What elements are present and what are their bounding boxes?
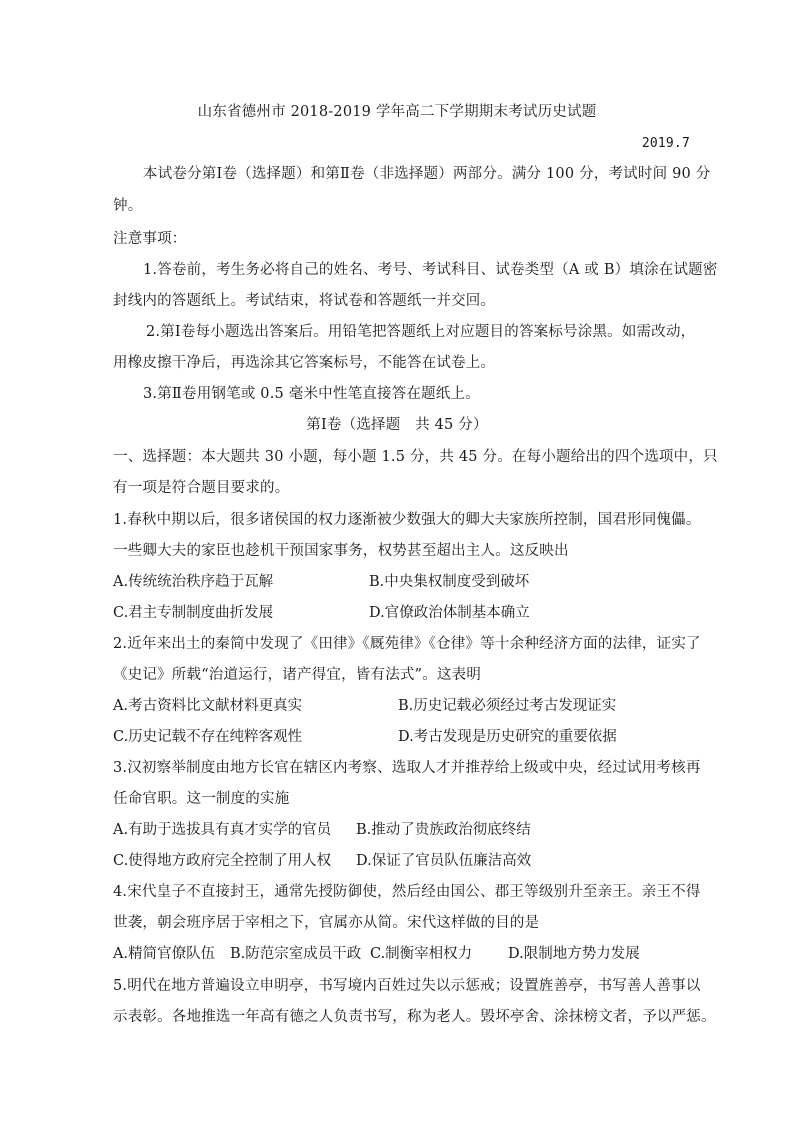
q4-option-b[interactable]: B.防范宗室成员干政 bbox=[230, 946, 362, 962]
q2-option-b[interactable]: B.历史记载必须经过考古发现证实 bbox=[398, 698, 617, 714]
notes-heading: 注意事项： bbox=[113, 231, 187, 247]
q4-option-d[interactable]: D.限制地方势力发展 bbox=[508, 946, 640, 962]
q2-stem-line-2: 《史记》所载“治道运行，诸产得宜，皆有法式”。这表明 bbox=[113, 667, 482, 683]
q4-stem-line-1: 4.宋代皇子不直接封王，通常先授防御使，然后经由国公、郡王等级别升至亲王。亲王不得 bbox=[113, 884, 701, 900]
q3-option-d[interactable]: D.保证了官员队伍廉洁高效 bbox=[356, 853, 532, 869]
q2-option-c[interactable]: C.历史记载不存在纯粹客观性 bbox=[113, 729, 303, 745]
part-intro-line-1: 一、选择题：本大题共 30 小题，每小题 1.5 分，共 45 分。在每小题给出的四个选项中，只 bbox=[113, 449, 718, 465]
q2-stem-line-1: 2.近年来出土的秦简中发现了《田律》《厩苑律》《仓律》等十余种经济方面的法律，证实了 bbox=[113, 636, 701, 652]
q1-stem-line-2: 一些卿大夫的家臣也趁机干预国家事务，权势甚至超出主人。这反映出 bbox=[113, 543, 569, 559]
q4-option-c[interactable]: C.制衡宰相权力 bbox=[370, 946, 473, 962]
q4-stem-line-2: 世袭，朝会班序居于宰相之下，官属亦从简。宋代这样做的目的是 bbox=[113, 915, 540, 931]
q5-stem-line-2: 示表彰。各地推选一年高有德之人负责书写，称为老人。毁坏亭舍、涂抹榜文者，予以严惩。 bbox=[113, 1009, 716, 1025]
part-intro-line-2: 有一项是符合题目要求的。 bbox=[113, 480, 290, 496]
q3-option-a[interactable]: A.有助于选拔具有真才实学的官员 bbox=[113, 822, 332, 838]
note-1-line-1: 1.答卷前，考生务必将自己的姓名、考号、考试科目、试卷类型（A 或 B）填涂在试题密 bbox=[143, 262, 718, 278]
q3-stem-line-2: 任命官职。这一制度的实施 bbox=[113, 791, 290, 807]
q5-stem-line-1: 5.明代在地方普遍设立申明亭，书写境内百姓过失以示惩戒；设置旌善亭，书写善人善事以 bbox=[113, 978, 701, 994]
q3-option-b[interactable]: B.推动了贵族政治彻底终结 bbox=[356, 822, 531, 838]
q1-stem-line-1: 1.春秋中期以后，很多诸侯国的权力逐渐被少数强大的卿大夫家族所控制，国君形同傀儡。 bbox=[113, 512, 701, 528]
q3-option-c[interactable]: C.使得地方政府完全控制了用人权 bbox=[113, 853, 332, 869]
q2-option-d[interactable]: D.考古发现是历史研究的重要依据 bbox=[398, 729, 617, 745]
note-2-line-2: 用橡皮擦干净后，再选涂其它答案标号，不能答在试卷上。 bbox=[113, 355, 496, 371]
note-3-line-1: 3.第Ⅱ卷用钢笔或 0.5 毫米中性笔直接答在题纸上。 bbox=[143, 386, 480, 402]
q2-option-a[interactable]: A.考古资料比文献材料更真实 bbox=[113, 698, 303, 714]
exam-date: 2019.7 bbox=[641, 136, 690, 151]
q4-option-a[interactable]: A.精简官僚队伍 bbox=[113, 946, 216, 962]
section-title: 第Ⅰ卷（选择题 共 45 分） bbox=[306, 417, 488, 433]
q1-option-a[interactable]: A.传统统治秩序趋于瓦解 bbox=[113, 574, 274, 590]
intro-line-2: 钟。 bbox=[113, 198, 143, 214]
intro-line-1: 本试卷分第Ⅰ卷（选择题）和第Ⅱ卷（非选择题）两部分。满分 100 分，考试时间 90 分 bbox=[143, 166, 711, 182]
note-2-line-1: 2.第Ⅰ卷每小题选出答案后。用铅笔把答题纸上对应题目的答案标号涂黑。如需改动， bbox=[146, 324, 696, 340]
q3-stem-line-1: 3.汉初察举制度由地方长官在辖区内考察、选取人才并推荐给上级或中央，经过试用考核再 bbox=[113, 760, 701, 776]
note-1-line-2: 封线内的答题纸上。考试结束，将试卷和答题纸一并交回。 bbox=[113, 293, 496, 309]
q1-option-d[interactable]: D.官僚政治体制基本确立 bbox=[369, 605, 530, 621]
q1-option-b[interactable]: B.中央集权制度受到破坏 bbox=[369, 574, 530, 590]
q1-option-c[interactable]: C.君主专制制度曲折发展 bbox=[113, 605, 274, 621]
exam-title: 山东省德州市 2018-2019 学年高二下学期期末考试历史试题 bbox=[197, 104, 597, 120]
